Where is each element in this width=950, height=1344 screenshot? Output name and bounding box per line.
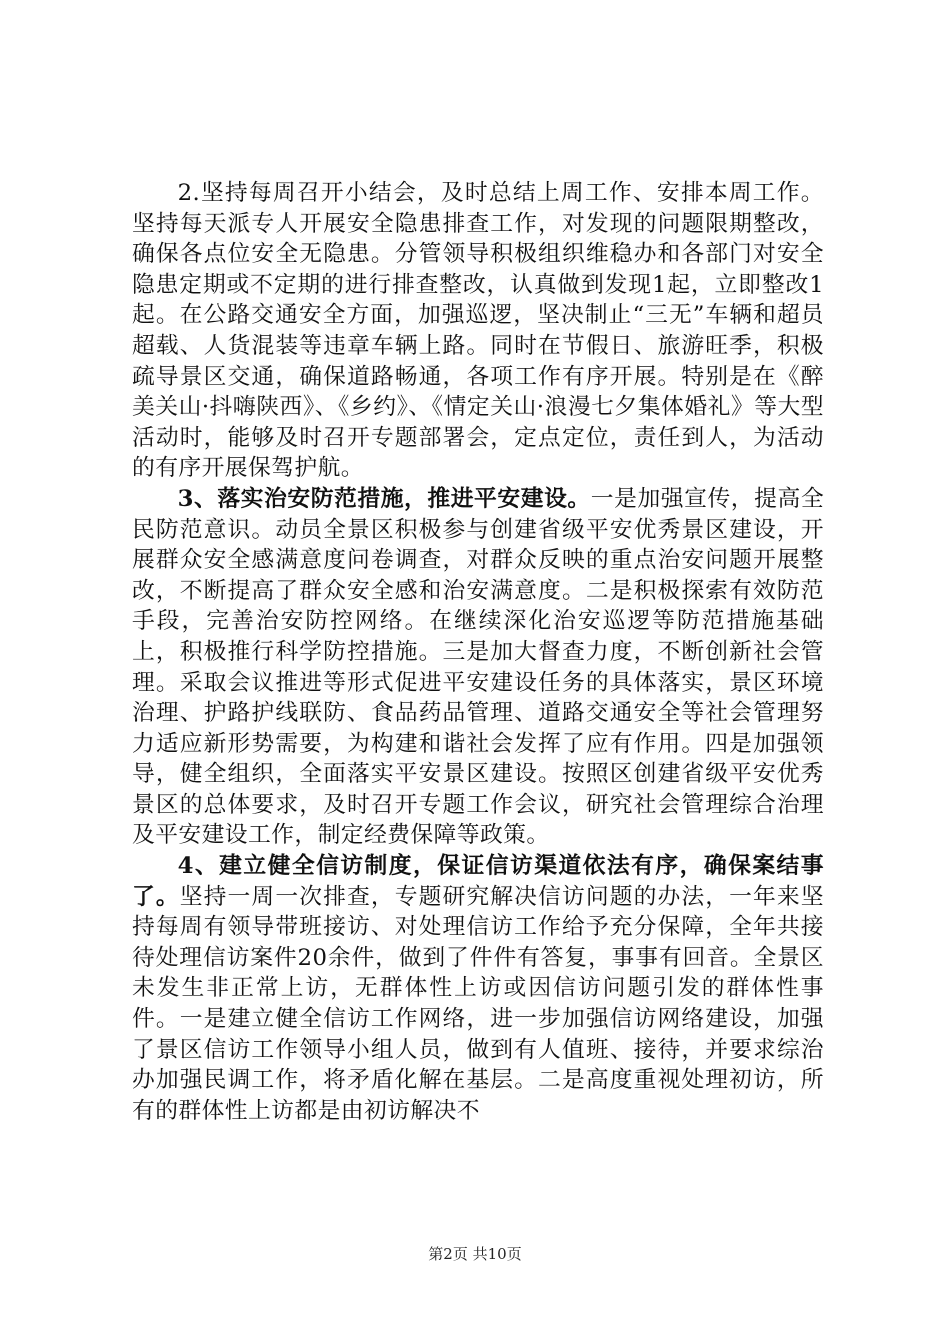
paragraph-2 <box>132 484 824 851</box>
paragraph-1-text: 2.坚持每周召开小结会，及时总结上周工作、安排本周工作。坚持每天派专人开展安全隐患排查工作，对发现的问题限期整改，确保各点位安全无隐患。分管领导积极组织维稳办和各部门对安全隐患定期或不定期的进行排查整改，认真做到发现1起，立即整改1起。在公路交通安全方面，加强巡逻，坚决制止“三无”车辆和超员超载、人货混装等违章车辆上路。同时在节假日、旅游旺季，积极疏导景区交通，确保道路畅通，各项工作有序开展。特别是在《醉美关山·抖嗨陕西》、《乡约》、《情定关山·浪漫七夕集体婚礼》等大型活动时，能够及时召开专题部署会，定点定位，责任到人，为活动的有序开展保驾护航。 <box>132 180 824 482</box>
page-footer: 第2页 共10页 <box>428 1245 522 1263</box>
paragraph-3-text: 坚持一周一次排查，专题研究解决信访问题的办法，一年来坚持每周有领导带班接访、对处理信访工作给予充分保障，全年共接待处理信访案件20余件，做到了件件有答复，事事有回音。全景区未发生非正常上访，无群体性上访或因信访问题引发的群体性事件。一是建立健全信访工作网络，进一步加强信访网络建设，加强了景区信访工作领导小组人员，做到有人值班、接待，并要求综治办加强民调工作，将矛盾化解在基层。二是高度重视处理初访，所有的群体性上访都是由初访解决不 <box>132 883 824 1124</box>
paragraph-2-text: 一是加强宣传，提高全民防范意识。动员全景区积极参与创建省级平安优秀景区建设，开展群众安全感满意度问卷调查，对群众反映的重点治安问题开展整改，不断提高了群众安全感和治安满意度。二是积极探索有效防范手段，完善治安防控网络。在继续深化治安巡逻等防范措施基础上，积极推行科学防控措施。三是加大督查力度，不断创新社会管理。采取会议推进等形式促进平安建设任务的具体落实，景区环境治理、护路护线联防、食品药品管理、道路交通安全等社会管理努力适应新形势需要，为构建和谐社会发挥了应有作用。四是加强领导，健全组织，全面落实平安景区建设。按照区创建省级平安优秀景区的总体要求，及时召开专题工作会议，研究社会管理综合治理及平安建设工作，制定经费保障等政策。 <box>132 485 825 849</box>
paragraph-1 <box>132 178 824 484</box>
paragraph-3-heading: 4、建立健全信访制度，保证信访渠道依法有序，确保案结事了。 <box>132 853 824 910</box>
paragraph-3 <box>132 851 824 1126</box>
paragraph-2-heading: 3、落实治安防范措施，推进平安建设。 <box>177 485 591 512</box>
document-body <box>132 178 824 1126</box>
